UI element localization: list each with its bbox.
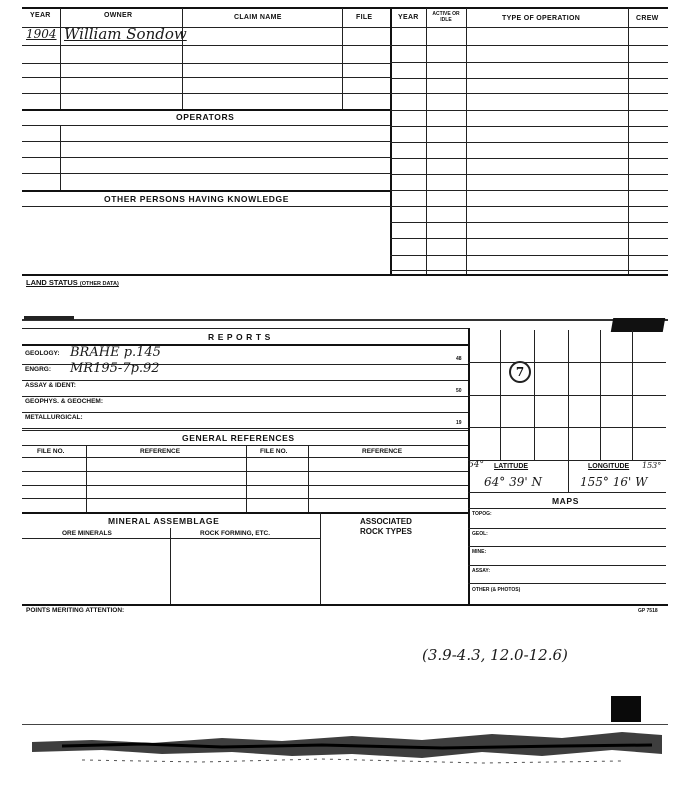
owner-row-line [22, 63, 390, 64]
maps-geol: GEOL: [472, 531, 488, 537]
ops-row-line [390, 126, 668, 127]
reports-top [22, 328, 468, 329]
ops-row-line [390, 238, 668, 239]
circled-quadrant [509, 361, 531, 383]
latitude-value: 64° 39' N [484, 475, 542, 489]
ops-row-line [390, 158, 668, 159]
header-file: FILE [356, 14, 373, 21]
report-value: MR195-7p.92 [70, 361, 160, 376]
ops-row-line [390, 78, 668, 79]
mineral-header-rule [22, 538, 320, 539]
owner-row-line [22, 45, 390, 46]
circled-quadrant-number: 7 [515, 365, 525, 379]
points-meriting-attention: POINTS MERITING ATTENTION: [26, 607, 125, 614]
ops-row-line [390, 206, 668, 207]
other-persons-title: OTHER PERSONS HAVING KNOWLEDGE [104, 194, 290, 204]
operators-line [22, 125, 390, 126]
report-label: ASSAY & IDENT: [25, 382, 76, 389]
report-label: ENGRG: [25, 366, 51, 373]
ops-row-line [390, 270, 668, 271]
scan-black-block [611, 696, 641, 722]
land-status-title: LAND STATUS [26, 278, 78, 287]
maps-other: OTHER (& PHOTOS) [472, 587, 521, 593]
latitude-label: LATITUDE [494, 463, 529, 470]
ops-row-line [390, 142, 668, 143]
hdr-sep [426, 8, 427, 27]
maps-row [468, 528, 666, 529]
header-owner: OWNER [104, 12, 133, 19]
report-label: GEOLOGY: [25, 350, 60, 357]
operators-line [22, 173, 390, 174]
maps-row [468, 546, 666, 547]
mineral-col-assoc [320, 512, 321, 604]
scan-smudge-strip [22, 319, 668, 321]
ops-row-line [390, 110, 668, 111]
form-number: GP 7518 [638, 608, 658, 614]
mineral-col [170, 528, 171, 604]
mineral-title: MINERAL ASSEMBLAGE [108, 516, 220, 526]
maps-assay: ASSAY: [472, 568, 491, 574]
top-header-rule [22, 7, 668, 9]
owner-name-entry: William Sondow [64, 25, 187, 43]
maps-title: MAPS [552, 496, 579, 506]
scan-smudge-blob [611, 318, 665, 332]
land-status-top-rule [22, 274, 668, 276]
handwritten-note: (3.9-4.3, 12.0-12.6) [422, 646, 568, 664]
hdr-sep [628, 8, 629, 27]
longitude-value: 155° 16' W [580, 475, 648, 489]
mineral-ore-minerals: ORE MINERALS [62, 530, 112, 537]
genref-col [246, 445, 247, 512]
genref-row [22, 498, 468, 499]
hdr-sep [60, 8, 61, 27]
genref-title: GENERAL REFERENCES [182, 433, 295, 443]
operators-line [22, 141, 390, 142]
long-suffix: 153° [642, 461, 662, 470]
report-number: 48 [456, 356, 462, 362]
scan-smudge-left [24, 316, 74, 320]
scan-edge-line [22, 724, 668, 725]
latlong-sep [568, 460, 569, 492]
report-label: GEOPHYS. & GEOCHEM: [25, 398, 104, 405]
maps-row [468, 565, 666, 566]
owner-year-entry: 1904 [26, 27, 57, 41]
report-number: 19 [456, 420, 462, 426]
report-row-line [22, 412, 468, 413]
ops-row-line [390, 93, 668, 94]
report-value: BRAHE p.145 [70, 345, 161, 360]
ops-row-line [390, 62, 668, 63]
maps-mine: MINE: [472, 549, 487, 555]
longitude-label: LONGITUDE [588, 463, 630, 470]
header-claim-name: CLAIM NAME [234, 14, 282, 21]
genref-header-rule [22, 445, 468, 446]
report-label: METALLURGICAL: [25, 414, 83, 421]
land-status-label [26, 278, 119, 287]
maps-top [468, 492, 666, 493]
header-active-idle: ACTIVE OR IDLE [432, 11, 460, 23]
operators-top-rule [22, 109, 390, 111]
other-persons-top-rule [22, 190, 390, 192]
lat-prefix: 64° [468, 460, 484, 470]
report-row-line [22, 428, 468, 429]
scan-noise-band [22, 726, 668, 770]
ops-row-line [390, 255, 668, 256]
grid-row [468, 395, 666, 396]
mineral-rock-forming: ROCK FORMING, ETC. [200, 530, 271, 537]
operators-title: OPERATORS [176, 112, 235, 122]
ops-row-line [390, 190, 668, 191]
genref-reference-1: REFERENCE [140, 448, 181, 455]
ops-row-line [390, 45, 668, 46]
ops-row-line [390, 174, 668, 175]
genref-reference-2: REFERENCE [362, 448, 403, 455]
maps-topog: TOPOG: [472, 511, 492, 517]
header-year-2: YEAR [398, 14, 419, 21]
owner-col-year [60, 27, 61, 109]
reports-title: R E P O R T S [208, 332, 271, 342]
report-row-line [22, 396, 468, 397]
mineral-rock-types: ROCK TYPES [360, 527, 413, 536]
form-bottom-rule [22, 604, 668, 606]
grid-row [468, 362, 666, 363]
header-year: YEAR [30, 12, 51, 19]
genref-file-no-1: FILE NO. [37, 448, 65, 455]
mineral-top-rule [22, 512, 468, 514]
genref-top [22, 430, 468, 431]
grid-row [468, 460, 666, 461]
land-status-subtitle: (OTHER DATA) [79, 281, 119, 287]
genref-col [86, 445, 87, 512]
hdr-sep [342, 8, 343, 27]
maps-header-rule [468, 508, 666, 509]
maps-row [468, 583, 666, 584]
genref-col [308, 445, 309, 512]
ops-row-line [390, 222, 668, 223]
mineral-associated: ASSOCIATED [360, 517, 412, 526]
report-number: 50 [456, 388, 462, 394]
genref-file-no-2: FILE NO. [260, 448, 288, 455]
owner-row-line [22, 77, 390, 78]
genref-row [22, 485, 468, 486]
genref-row [22, 471, 468, 472]
owner-row-line [22, 93, 390, 94]
genref-col-rule [22, 457, 468, 458]
report-row-line [22, 380, 468, 381]
header-crew: CREW [636, 15, 659, 22]
hdr-sep [466, 8, 467, 27]
other-persons-line [22, 206, 390, 207]
header-type-of-operation: TYPE OF OPERATION [502, 15, 581, 22]
grid-row [468, 427, 666, 428]
owner-col-file [342, 27, 343, 109]
operators-line [22, 157, 390, 158]
